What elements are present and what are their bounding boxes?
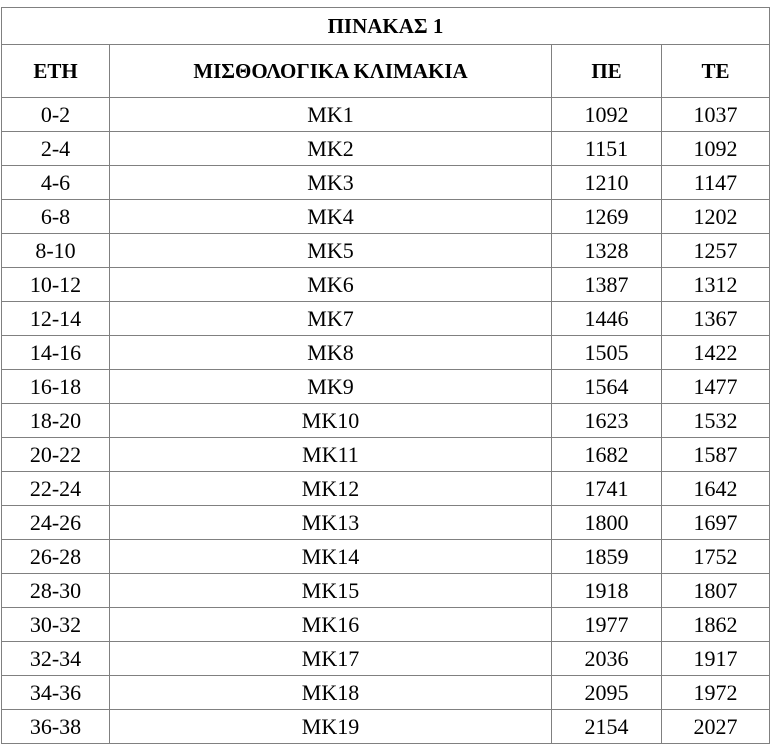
cell-te: 1917	[662, 642, 770, 676]
cell-te: 1972	[662, 676, 770, 710]
cell-salary-step: ΜΚ4	[110, 200, 552, 234]
cell-pe: 1210	[552, 166, 662, 200]
cell-salary-step: ΜΚ2	[110, 132, 552, 166]
cell-te: 1807	[662, 574, 770, 608]
table-row	[2, 370, 770, 404]
table-row	[2, 166, 770, 200]
cell-te: 1477	[662, 370, 770, 404]
cell-years: 4-6	[2, 166, 110, 200]
cell-te: 1147	[662, 166, 770, 200]
cell-years: 14-16	[2, 336, 110, 370]
table-row	[2, 302, 770, 336]
cell-years: 18-20	[2, 404, 110, 438]
table-row	[2, 132, 770, 166]
cell-salary-step: ΜΚ10	[110, 404, 552, 438]
cell-pe: 1977	[552, 608, 662, 642]
table-row	[2, 608, 770, 642]
cell-years: 28-30	[2, 574, 110, 608]
cell-years: 22-24	[2, 472, 110, 506]
cell-salary-step: ΜΚ5	[110, 234, 552, 268]
salary-table	[1, 7, 770, 744]
cell-salary-step: ΜΚ6	[110, 268, 552, 302]
table-header-row	[2, 45, 770, 98]
cell-pe: 1741	[552, 472, 662, 506]
cell-salary-step: ΜΚ19	[110, 710, 552, 744]
cell-te: 1642	[662, 472, 770, 506]
cell-years: 12-14	[2, 302, 110, 336]
cell-te: 1257	[662, 234, 770, 268]
cell-years: 2-4	[2, 132, 110, 166]
cell-years: 16-18	[2, 370, 110, 404]
cell-salary-step: ΜΚ15	[110, 574, 552, 608]
cell-pe: 2095	[552, 676, 662, 710]
cell-salary-step: ΜΚ11	[110, 438, 552, 472]
table-body	[2, 98, 770, 744]
cell-salary-step: ΜΚ14	[110, 540, 552, 574]
cell-years: 6-8	[2, 200, 110, 234]
header-salary-steps: ΜΙΣΘΟΛΟΓΙΚΑ ΚΛΙΜΑΚΙΑ	[110, 45, 552, 98]
cell-years: 36-38	[2, 710, 110, 744]
cell-salary-step: ΜΚ16	[110, 608, 552, 642]
cell-pe: 1505	[552, 336, 662, 370]
cell-pe: 1446	[552, 302, 662, 336]
cell-te: 1367	[662, 302, 770, 336]
cell-salary-step: ΜΚ1	[110, 98, 552, 132]
cell-pe: 1623	[552, 404, 662, 438]
cell-te: 1862	[662, 608, 770, 642]
cell-pe: 1151	[552, 132, 662, 166]
cell-pe: 1918	[552, 574, 662, 608]
cell-pe: 2036	[552, 642, 662, 676]
cell-salary-step: ΜΚ18	[110, 676, 552, 710]
cell-years: 0-2	[2, 98, 110, 132]
header-pe: ΠΕ	[552, 45, 662, 98]
header-years: ΕΤΗ	[2, 45, 110, 98]
table-row	[2, 676, 770, 710]
cell-pe: 1269	[552, 200, 662, 234]
cell-salary-step: ΜΚ8	[110, 336, 552, 370]
cell-te: 1037	[662, 98, 770, 132]
table-row	[2, 336, 770, 370]
cell-pe: 1387	[552, 268, 662, 302]
cell-te: 1202	[662, 200, 770, 234]
cell-salary-step: ΜΚ13	[110, 506, 552, 540]
cell-pe: 1682	[552, 438, 662, 472]
table-row	[2, 506, 770, 540]
cell-years: 34-36	[2, 676, 110, 710]
table-row	[2, 98, 770, 132]
table-row	[2, 438, 770, 472]
cell-salary-step: ΜΚ17	[110, 642, 552, 676]
cell-te: 1532	[662, 404, 770, 438]
table-title: ΠΙΝΑΚΑΣ 1	[2, 8, 770, 45]
table-row	[2, 200, 770, 234]
cell-pe: 1800	[552, 506, 662, 540]
cell-salary-step: ΜΚ3	[110, 166, 552, 200]
cell-years: 10-12	[2, 268, 110, 302]
cell-years: 32-34	[2, 642, 110, 676]
table-row	[2, 710, 770, 744]
header-te: ΤΕ	[662, 45, 770, 98]
cell-years: 24-26	[2, 506, 110, 540]
cell-pe: 1859	[552, 540, 662, 574]
cell-te: 1697	[662, 506, 770, 540]
table-row	[2, 234, 770, 268]
cell-te: 1422	[662, 336, 770, 370]
cell-te: 1587	[662, 438, 770, 472]
table-row	[2, 472, 770, 506]
cell-years: 30-32	[2, 608, 110, 642]
table-row	[2, 268, 770, 302]
cell-te: 1092	[662, 132, 770, 166]
cell-salary-step: ΜΚ9	[110, 370, 552, 404]
cell-pe: 1328	[552, 234, 662, 268]
table-row	[2, 404, 770, 438]
cell-years: 20-22	[2, 438, 110, 472]
cell-te: 2027	[662, 710, 770, 744]
cell-pe: 1564	[552, 370, 662, 404]
cell-te: 1752	[662, 540, 770, 574]
cell-salary-step: ΜΚ12	[110, 472, 552, 506]
table-row	[2, 540, 770, 574]
table-row	[2, 642, 770, 676]
cell-years: 26-28	[2, 540, 110, 574]
table-row	[2, 574, 770, 608]
cell-te: 1312	[662, 268, 770, 302]
cell-salary-step: ΜΚ7	[110, 302, 552, 336]
cell-pe: 1092	[552, 98, 662, 132]
cell-pe: 2154	[552, 710, 662, 744]
cell-years: 8-10	[2, 234, 110, 268]
table-title-row	[2, 8, 770, 45]
